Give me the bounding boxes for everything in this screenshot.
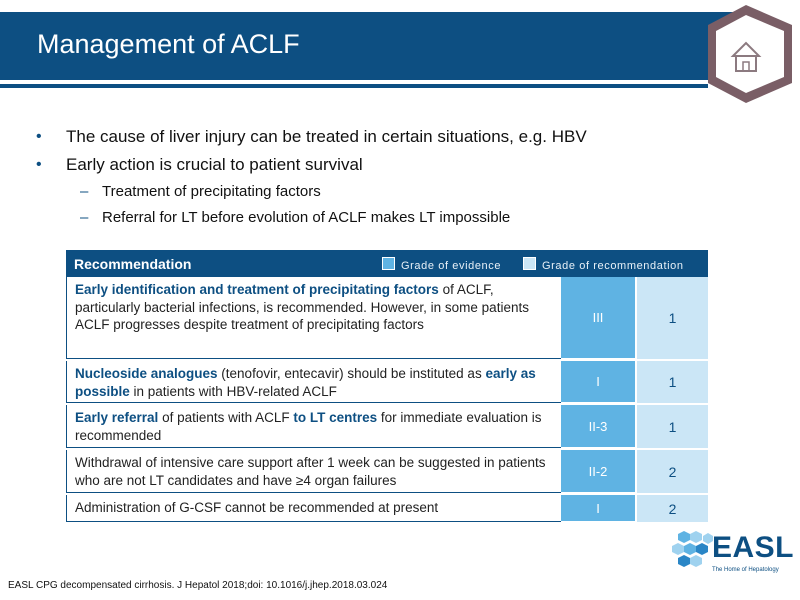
highlight-text: to LT centres (293, 410, 378, 425)
table-row (66, 405, 708, 450)
recommendation-grade: 2 (635, 450, 708, 493)
table-row (66, 495, 708, 524)
bullet-item: • The cause of liver injury can be treated in certain situations, e.g. HBV (36, 123, 736, 151)
sub-bullet-item: – Referral for LT before evolution of ACLF makes LT impossible (36, 205, 736, 231)
evidence-grade: II-2 (561, 450, 635, 493)
legend-recommendation-label: Grade of recommendation (542, 260, 684, 272)
table-row (66, 277, 708, 361)
logo-wordmark: EASL (712, 531, 795, 564)
body-text: of patients with ACLF (158, 410, 294, 425)
easl-logo (670, 525, 795, 585)
table-row (66, 361, 708, 405)
bullet-list (36, 123, 736, 231)
recommendation-table-header (66, 250, 708, 277)
recommendation-text (66, 361, 561, 403)
body-text: in patients with HBV-related ACLF (129, 383, 337, 399)
home-icon (700, 0, 800, 110)
legend-evidence-swatch (382, 257, 395, 270)
evidence-grade: III (561, 277, 635, 359)
recommendation-text (66, 450, 561, 493)
slide-title: Management of ACLF (37, 29, 300, 59)
sub-bullet-item: – Treatment of precipitating factors (36, 179, 736, 205)
citation-footer: EASL CPG decompensated cirrhosis. J Hepatol 2018;doi: 10.1016/j.jhep.2018.03.024 (8, 580, 388, 591)
recommendation-grade: 1 (635, 405, 708, 448)
legend-recommendation-swatch (523, 257, 536, 270)
recommendation-text (66, 495, 561, 522)
recommendation-text (66, 405, 561, 448)
evidence-grade: I (561, 361, 635, 403)
highlight-text: early as possible (75, 366, 536, 399)
home-button[interactable] (700, 0, 800, 110)
recommendation-grade: 2 (635, 495, 708, 522)
evidence-grade: I (561, 495, 635, 522)
table-row (66, 450, 708, 495)
title-underline (0, 84, 708, 88)
recommendation-grade: 1 (635, 361, 708, 403)
highlight-text: Early referral (75, 410, 159, 425)
highlight-text: Early identification and treatment of precipitating factors (75, 282, 439, 297)
legend-evidence-label: Grade of evidence (401, 260, 502, 272)
legend-recommendation (523, 257, 684, 272)
title-bar (0, 12, 740, 80)
body-text: for immediate evaluation is recommended (75, 410, 542, 443)
body-text: Withdrawal of intensive care support after 1 week can be suggested in patients who are not LT candidates and have ≥4 organ failures (75, 455, 546, 488)
table-header-title: Recommendation (74, 256, 192, 272)
recommendation-grade: 1 (635, 277, 708, 359)
highlight-text: Nucleoside analogues (75, 366, 218, 381)
body-text: of ACLF, particularly bacterial infections, is recommended. However, in some patients ACLF progresses despite treatment of precipitating factors (75, 282, 529, 332)
body-text: (tenofovir, entecavir) should be instituted as (217, 366, 486, 381)
logo-tagline: The Home of Hepatology (712, 567, 779, 573)
legend-evidence (382, 257, 501, 272)
body-text: Administration of G-CSF cannot be recommended at present (75, 500, 439, 515)
recommendation-text (66, 277, 561, 359)
evidence-grade: II-3 (561, 405, 635, 448)
bullet-item: • Early action is crucial to patient survival (36, 151, 736, 179)
